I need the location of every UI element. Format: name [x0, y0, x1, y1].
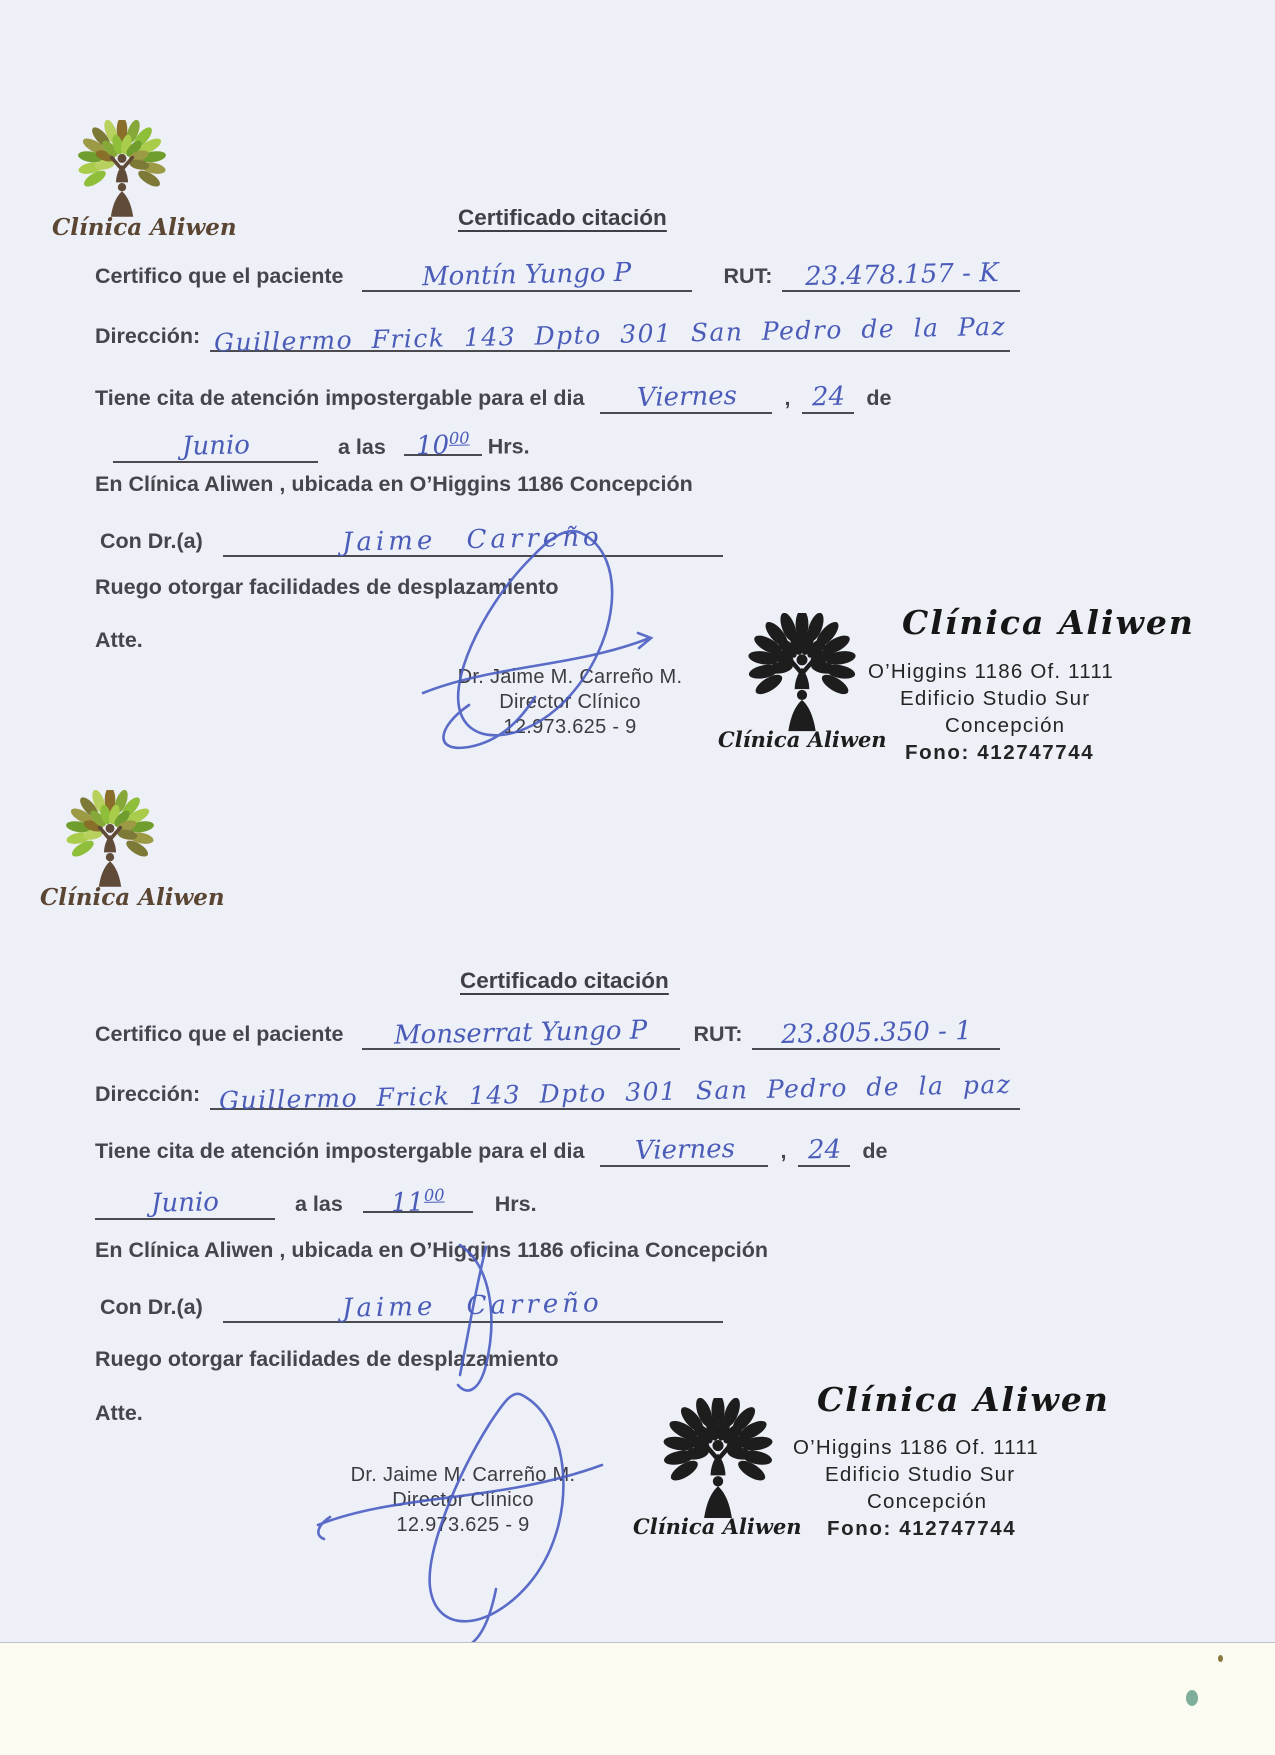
day-field [600, 382, 772, 414]
hrs-label: Hrs. [487, 434, 530, 459]
stamp-address1: O’Higgins 1186 Of. 1111 [868, 660, 1115, 683]
doctor-line [100, 522, 723, 558]
hour-field [404, 424, 482, 462]
logo-caption: Clínica Aliwen [40, 884, 225, 911]
month-handwriting: Junio [150, 1186, 220, 1219]
atte-line [95, 1401, 143, 1426]
month-handwriting: Junio [181, 429, 250, 462]
clinic-stamp [615, 1380, 1110, 1610]
request-text: Ruego otorgar facilidades de desplazamiento [95, 575, 559, 599]
address-handwriting: Guillermo Frick 143 Dpto 301 San Pedro de la Paz [213, 311, 1007, 358]
request-line [95, 1347, 559, 1372]
appointment-label: Tiene cita de atención impostergable para el dia [95, 1139, 585, 1163]
clinic-logo [52, 120, 237, 241]
hour-handwriting: $11^{00}$ [390, 1185, 445, 1219]
hour-field [363, 1181, 473, 1219]
day-number-field [802, 382, 854, 414]
alas-label: a las [294, 1191, 343, 1216]
address-line [95, 311, 1010, 358]
de-label: de [862, 1139, 888, 1163]
tree-logo-icon [52, 120, 192, 220]
stamp-phone: Fono: 412747744 [827, 1517, 1017, 1540]
address-label: Dirección: [95, 1082, 201, 1106]
patient-label: Certifico que el paciente [95, 264, 344, 288]
appointment-label: Tiene cita de atención impostergable para el dia [95, 386, 585, 410]
appointment-day-line [95, 382, 892, 414]
address-label: Dirección: [95, 324, 201, 348]
rut-handwriting: 23.478.157 - K [804, 257, 999, 293]
scan-speck [1186, 1690, 1198, 1706]
request-text: Ruego otorgar facilidades de desplazamiento [95, 1347, 559, 1371]
day-number-field [798, 1135, 850, 1167]
signer-rut: 12.973.625 - 9 [396, 1514, 530, 1536]
certificate-1 [0, 120, 1275, 785]
stamp-tree-icon [732, 613, 872, 735]
signer-role: Director Clínico [499, 691, 641, 713]
scan-speck [1218, 1655, 1223, 1662]
day-number-handwriting: 24 [811, 381, 846, 413]
location-line [95, 1238, 768, 1263]
signer-rut: 12.973.625 - 9 [503, 716, 637, 738]
month-field [95, 1188, 275, 1220]
rut-label: RUT: [723, 264, 773, 288]
de-label: de [866, 386, 892, 410]
clinic-logo [40, 790, 225, 911]
tree-logo-icon [40, 790, 180, 890]
stamp-city: Concepción [867, 1490, 988, 1513]
doctor-field [223, 522, 723, 558]
alas-label: a las [337, 434, 386, 459]
day-handwriting: Viernes [636, 380, 737, 414]
stamp-caption: Clínica Aliwen [633, 1514, 802, 1539]
scanner-edge [0, 1642, 1275, 1755]
signer-name: Dr. Jaime M. Carreño M. [350, 1464, 576, 1486]
hour-handwriting: $10^{00}$ [415, 428, 470, 462]
day-handwriting: Viernes [634, 1133, 735, 1167]
stamp-address2: Edificio Studio Sur [900, 687, 1091, 710]
certificate-title: Certificado citación [460, 968, 669, 993]
patient-label: Certifico que el paciente [95, 1022, 344, 1046]
signer-name: Dr. Jaime M. Carreño M. [457, 666, 683, 688]
appointment-day-line [95, 1135, 888, 1167]
patient-field [362, 1015, 680, 1051]
hrs-label: Hrs. [494, 1191, 537, 1216]
stamp-city: Concepción [945, 714, 1066, 737]
stamp-phone: Fono: 412747744 [905, 741, 1095, 764]
rut-field [752, 1018, 1000, 1050]
comma: , [784, 386, 791, 410]
day-number-handwriting: 24 [807, 1134, 842, 1166]
atte-line [95, 628, 143, 653]
patient-handwriting: Montín Yungo P [421, 257, 632, 293]
location-line [95, 472, 693, 497]
appointment-time-line [95, 1181, 537, 1220]
address-field [210, 311, 1010, 358]
certificate-2 [0, 785, 1275, 1645]
request-line [95, 575, 559, 600]
rut-handwriting: 23.805.350 - 1 [780, 1016, 973, 1050]
patient-field [362, 257, 692, 293]
clinic-stamp [650, 555, 1195, 785]
doctor-line [100, 1288, 723, 1324]
appointment-time-line [113, 424, 530, 463]
certificate-title: Certificado citación [458, 205, 667, 230]
rut-field [782, 257, 1020, 293]
stamp-address2: Edificio Studio Sur [825, 1463, 1016, 1486]
stamp-address1: O’Higgins 1186 Of. 1111 [793, 1436, 1040, 1459]
month-field [113, 431, 318, 463]
atte-text: Atte. [95, 1401, 143, 1425]
location-text: En Clínica Aliwen , ubicada en O’Higgins 1186 oficina Concepción [95, 1238, 769, 1262]
doctor-handwriting: Jaime Carreño [342, 522, 604, 558]
doctor-handwriting: Jaime Carreño [342, 1288, 604, 1324]
address-handwriting: Guillermo Frick 143 Dpto 301 San Pedro de la paz [218, 1069, 1012, 1116]
patient-line [95, 257, 1020, 293]
address-line [95, 1069, 1020, 1116]
rut-label: RUT: [693, 1022, 743, 1046]
location-text: En Clínica Aliwen , ubicada en O’Higgins 1186 Concepción [95, 472, 693, 496]
stamp-clinic-name: Clínica Aliwen [817, 1380, 1110, 1419]
stamp-caption: Clínica Aliwen [718, 727, 887, 752]
stamp-clinic-name: Clínica Aliwen [902, 603, 1195, 642]
patient-line [95, 1015, 1000, 1051]
doctor-label: Con Dr.(a) [100, 1295, 203, 1319]
stamp-tree-icon [647, 1398, 789, 1522]
doctor-field [223, 1288, 723, 1324]
atte-text: Atte. [95, 628, 143, 652]
signer-role: Director Clínico [392, 1489, 534, 1511]
patient-handwriting: Monserrat Yungo P [393, 1015, 648, 1051]
comma: , [780, 1139, 787, 1163]
doctor-label: Con Dr.(a) [100, 529, 203, 553]
signature-block [318, 1463, 608, 1538]
address-field [210, 1069, 1020, 1116]
logo-caption: Clínica Aliwen [52, 214, 237, 241]
day-field [600, 1135, 768, 1167]
